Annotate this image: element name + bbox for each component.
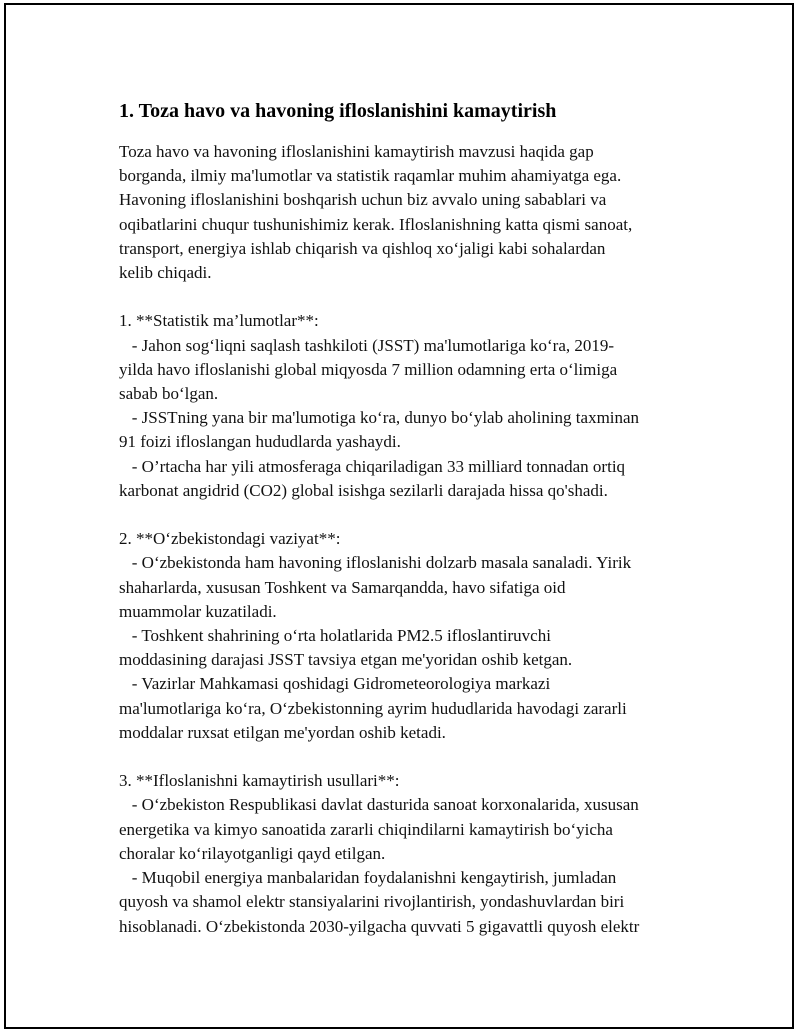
document-content: [119, 97, 699, 939]
document-page: [4, 3, 794, 1029]
section-heading: 1. Toza havo va havoning ifloslanishini kamaytirish: [119, 100, 557, 122]
document-body-text: Toza havo va havoning ifloslanishini kamaytirish mavzusi haqida gap borganda, ilmiy ma'lumotlar va statistik raqamlar muhim ahamiyatga ega. Havoning ifloslanishini boshqarish uchun biz avvalo uning sabablari va oqibatlarini chuqur tushunishimiz kerak. Ifloslanishning katta qismi sanoat, transport, energiya ishlab chiqarish va qishloq xo‘jaligi kabi sohalardan kelib chiqadi. 1. **Statistik ma’lumotlar**: - Jahon sog‘liqni saqlash tashkiloti (JSST) ma'lumotlariga ko‘ra, 2019- yilda havo ifloslanishi global miqyosda 7 million odamning erta o‘limiga sabab bo‘lgan. - JSSTning yana bir ma'lumotiga ko‘ra, dunyo bo‘ylab aholining taxminan 91 foizi ifloslangan hududlarda yashaydi. - O’rtacha har yili atmosferaga chiqariladigan 33 milliard tonnadan ortiq karbonat angidrid (CO2) global isishga sezilarli darajada hissa qo'shadi. 2. **O‘zbekistondagi vaziyat**: - O‘zbekistonda ham havoning ifloslanishi dolzarb masala sanaladi. Yirik shaharlarda, xususan Toshkent va Samarqandda, havo sifatiga oid muammolar kuzatiladi. - Toshkent shahrining o‘rta holatlarida PM2.5 ifloslantiruvchi moddasining darajasi JSST tavsiya etgan me'yoridan oshib ketgan. - Vazirlar Mahkamasi qoshidagi Gidrometeorologiya markazi ma'lumotlariga ko‘ra, O‘zbekistonning ayrim hududlarida havodagi zararli moddalar ruxsat etilgan me'yordan oshib ketadi. 3. **Ifloslanishni kamaytirish usullari**: - O‘zbekiston Respublikasi davlat dasturida sanoat korxonalarida, xususan energetika va kimyo sanoatida zararli chiqindilarni kamaytirish bo‘yicha choralar ko‘rilayotganligi qayd etilgan. - Muqobil energiya manbalaridan foydalanishni kengaytirish, jumladan quyosh va shamol elektr stansiyalarini rivojlantirish, yondashuvlardan biri hisoblanadi. O‘zbekistonda 2030-yilgacha quvvati 5 gigavattli quyosh elektr: [119, 142, 640, 936]
